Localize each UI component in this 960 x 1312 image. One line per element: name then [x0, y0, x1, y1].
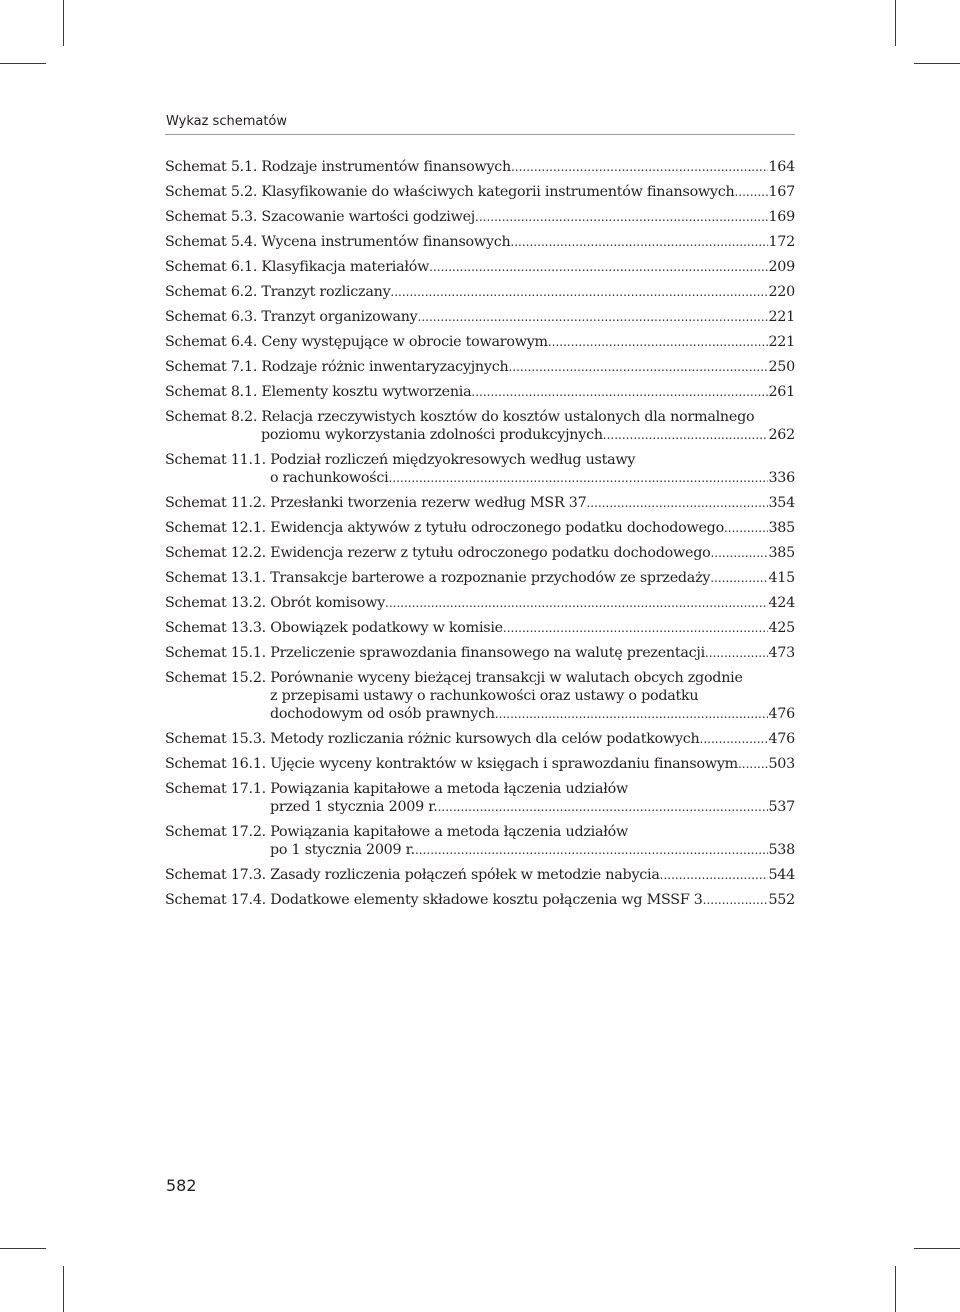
entry-page-number: 385	[768, 545, 795, 561]
entry-title: Ewidencja aktywów z tytułu odroczonego podatku dochodowego	[270, 520, 724, 536]
entry-page-number: 172	[768, 234, 795, 250]
toc-entry	[165, 866, 795, 884]
entry-page-number: 544	[768, 867, 795, 883]
toc-entry	[165, 308, 795, 326]
dot-leader	[508, 358, 768, 376]
entry-title: poziomu wykorzystania zdolności produkcyjnych	[261, 427, 603, 443]
entry-label: Schemat 7.1.	[165, 359, 258, 375]
dot-leader	[724, 519, 769, 537]
entry-page-number: 336	[768, 470, 795, 486]
entry-title: Powiązania kapitałowe a metoda łączenia udziałów	[270, 781, 628, 797]
dot-leader	[388, 469, 768, 487]
toc-entry	[165, 358, 795, 376]
entry-title: Wycena instrumentów finansowych	[261, 234, 511, 250]
entry-title: Przeliczenie sprawozdania finansowego na walutę prezentacji	[270, 645, 705, 661]
entry-page-number: 552	[768, 892, 795, 908]
entry-page-number: 425	[768, 620, 795, 636]
entry-title: o rachunkowości	[270, 470, 389, 486]
entry-page-number: 220	[768, 284, 795, 300]
toc-entry	[165, 755, 795, 773]
toc-entry	[165, 644, 795, 662]
dot-leader	[586, 494, 768, 512]
toc-entry	[165, 730, 795, 748]
toc-entry	[165, 451, 795, 487]
toc-entry	[165, 494, 795, 512]
entry-title: Ujęcie wyceny kontraktów w księgach i sprawozdaniu finansowym	[270, 756, 738, 772]
entry-label: Schemat 15.2.	[165, 670, 266, 686]
entry-page-number: 169	[768, 209, 795, 225]
entry-label: Schemat 5.3.	[165, 209, 258, 225]
entry-title: Powiązania kapitałowe a metoda łączenia udziałów	[270, 824, 628, 840]
toc-entry	[165, 283, 795, 301]
entry-title: Tranzyt organizowany	[261, 309, 418, 325]
entry-label: Schemat 11.1.	[165, 452, 266, 468]
entry-label: Schemat 12.2.	[165, 545, 266, 561]
toc-entry	[165, 780, 795, 816]
entry-page-number: 221	[768, 334, 795, 350]
entry-label: Schemat 13.2.	[165, 595, 266, 611]
dot-leader	[503, 619, 769, 637]
entry-title: dochodowym od osób prawnych	[270, 706, 495, 722]
header-rule	[165, 134, 795, 135]
entry-page-number: 538	[768, 842, 795, 858]
entry-label: Schemat 15.1.	[165, 645, 266, 661]
running-header: Wykaz schematów	[166, 114, 288, 129]
crop-mark	[63, 1266, 64, 1312]
entry-title: Transakcje barterowe a rozpoznanie przychodów ze sprzedaży	[270, 570, 711, 586]
entry-title: po 1 stycznia 2009 r.	[270, 842, 415, 858]
dot-leader	[510, 233, 768, 251]
crop-mark	[0, 63, 46, 64]
entry-page-number: 250	[768, 359, 795, 375]
dot-leader	[738, 755, 768, 773]
dot-leader	[603, 426, 769, 444]
toc-entry	[165, 519, 795, 537]
entry-label: Schemat 13.1.	[165, 570, 266, 586]
toc-entry	[165, 569, 795, 587]
crop-mark	[895, 1266, 896, 1312]
dot-leader	[548, 333, 769, 351]
entry-label: Schemat 8.1.	[165, 384, 258, 400]
entry-label: Schemat 11.2.	[165, 495, 266, 511]
dot-leader	[415, 841, 768, 859]
dot-leader	[438, 798, 769, 816]
entry-title: Zasady rozliczenia połączeń spółek w metodzie nabycia	[270, 867, 660, 883]
entry-title: Rodzaje różnic inwentaryzacyjnych	[261, 359, 509, 375]
entry-title: Porównanie wyceny bieżącej transakcji w walutach obcych zgodnie	[270, 670, 743, 686]
entry-page-number: 164	[768, 159, 795, 175]
entry-title: Relacja rzeczywistych kosztów do kosztów ustalonych dla normalnego	[261, 409, 755, 425]
entry-page-number: 209	[768, 259, 795, 275]
entry-title: Szacowanie wartości godziwej	[261, 209, 475, 225]
crop-mark	[0, 1248, 46, 1249]
entry-title: Rodzaje instrumentów finansowych	[261, 159, 511, 175]
entry-page-number: 503	[768, 756, 795, 772]
toc-entry	[165, 408, 795, 444]
entry-title: Obowiązek podatkowy w komisie	[270, 620, 503, 636]
dot-leader	[418, 308, 769, 326]
entry-page-number: 476	[768, 706, 795, 722]
entry-label: Schemat 17.4.	[165, 892, 266, 908]
entry-page-number: 537	[768, 799, 795, 815]
dot-leader	[511, 158, 768, 176]
entry-page-number: 262	[768, 427, 795, 443]
entry-title: Przesłanki tworzenia rezerw według MSR 37	[270, 495, 587, 511]
entry-label: Schemat 6.1.	[165, 259, 258, 275]
crop-mark	[895, 0, 896, 46]
entry-label: Schemat 12.1.	[165, 520, 266, 536]
entry-title: Metody rozliczania różnic kursowych dla celów podatkowych	[270, 731, 700, 747]
list-of-schemes	[165, 158, 795, 916]
entry-title: Ceny występujące w obrocie towarowym	[261, 334, 548, 350]
toc-entry	[165, 258, 795, 276]
toc-entry	[165, 183, 795, 201]
crop-mark	[63, 0, 64, 46]
entry-label: Schemat 6.3.	[165, 309, 258, 325]
entry-label: Schemat 17.1.	[165, 781, 266, 797]
entry-title: Ewidencja rezerw z tytułu odroczonego podatku dochodowego	[270, 545, 711, 561]
entry-label: Schemat 6.4.	[165, 334, 258, 350]
entry-page-number: 415	[768, 570, 795, 586]
entry-page-number: 476	[768, 731, 795, 747]
dot-leader	[703, 891, 769, 909]
entry-label: Schemat 5.1.	[165, 159, 258, 175]
entry-title: z przepisami ustawy o rachunkowości oraz ustawy o podatku	[270, 688, 699, 704]
toc-entry	[165, 619, 795, 637]
entry-label: Schemat 16.1.	[165, 756, 266, 772]
dot-leader	[429, 258, 768, 276]
entry-title: Tranzyt rozliczany	[261, 284, 391, 300]
entry-title: Obrót komisowy	[270, 595, 386, 611]
entry-page-number: 261	[768, 384, 795, 400]
toc-entry	[165, 233, 795, 251]
entry-label: Schemat 6.2.	[165, 284, 258, 300]
entry-page-number: 424	[768, 595, 795, 611]
entry-title: Klasyfikacja materiałów	[261, 259, 430, 275]
entry-title: Klasyfikowanie do właściwych kategorii instrumentów finansowych	[261, 184, 735, 200]
entry-label: Schemat 15.3.	[165, 731, 266, 747]
dot-leader	[390, 283, 768, 301]
dot-leader	[700, 730, 769, 748]
dot-leader	[495, 705, 769, 723]
toc-entry	[165, 544, 795, 562]
entry-page-number: 167	[768, 184, 795, 200]
page-number: 582	[166, 1176, 197, 1195]
entry-page-number: 354	[768, 495, 795, 511]
dot-leader	[471, 383, 768, 401]
toc-entry	[165, 158, 795, 176]
entry-label: Schemat 17.2.	[165, 824, 266, 840]
entry-label: Schemat 13.3.	[165, 620, 266, 636]
entry-label: Schemat 8.2.	[165, 409, 258, 425]
dot-leader	[475, 208, 768, 226]
dot-leader	[385, 594, 768, 612]
toc-entry	[165, 333, 795, 351]
entry-title: Podział rozliczeń międzyokresowych według ustawy	[270, 452, 636, 468]
crop-mark	[914, 63, 960, 64]
dot-leader	[660, 866, 769, 884]
toc-entry	[165, 383, 795, 401]
toc-entry	[165, 891, 795, 909]
dot-leader	[734, 183, 768, 201]
entry-page-number: 221	[768, 309, 795, 325]
toc-entry	[165, 594, 795, 612]
entry-page-number: 473	[768, 645, 795, 661]
dot-leader	[710, 569, 768, 587]
entry-title: Elementy kosztu wytworzenia	[261, 384, 472, 400]
entry-label: Schemat 5.4.	[165, 234, 258, 250]
crop-mark	[914, 1248, 960, 1249]
entry-title: przed 1 stycznia 2009 r.	[270, 799, 438, 815]
dot-leader	[710, 544, 768, 562]
toc-entry	[165, 208, 795, 226]
entry-label: Schemat 5.2.	[165, 184, 258, 200]
entry-label: Schemat 17.3.	[165, 867, 266, 883]
toc-entry	[165, 823, 795, 859]
entry-title: Dodatkowe elementy składowe kosztu połączenia wg MSSF 3	[270, 892, 703, 908]
toc-entry	[165, 669, 795, 723]
entry-page-number: 385	[768, 520, 795, 536]
dot-leader	[705, 644, 769, 662]
